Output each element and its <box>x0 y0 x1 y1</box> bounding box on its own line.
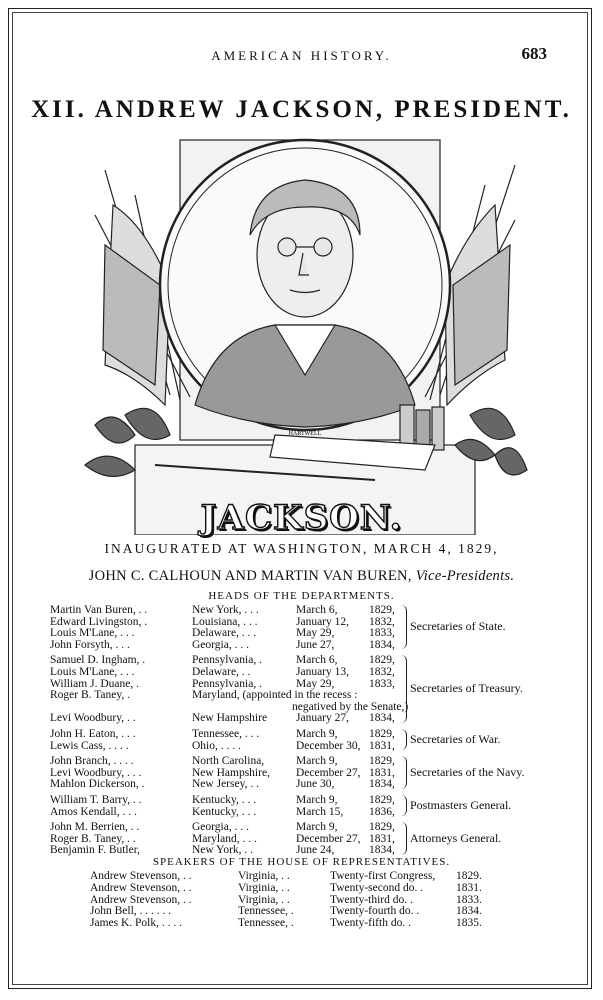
speaker-name: James K. Polk, . . . . <box>90 917 182 930</box>
member-state: Kentucky, . . . <box>192 794 257 806</box>
member-date: March 15, <box>296 805 344 818</box>
member-name: William T. Barry, . . <box>50 794 142 806</box>
nameplate: JACKSON. <box>200 498 403 538</box>
member-date: June 24, <box>296 844 335 857</box>
member-name: Levi Woodbury, . . <box>50 712 136 725</box>
speaker-year: 1834. <box>456 905 482 918</box>
member-name: Roger B. Taney, . <box>50 689 131 702</box>
member-year: 1832, <box>369 666 395 678</box>
member-date: May 29, <box>296 677 335 690</box>
department-role-label: Secretaries of the Navy. <box>410 764 525 779</box>
speaker-year: 1833. <box>456 893 482 906</box>
member-year: 1829, <box>369 821 395 834</box>
member-state: New York, . . <box>192 844 254 857</box>
member-date: June 30, <box>296 778 335 791</box>
member-name: John M. Berrien, . . <box>50 821 140 834</box>
member-year: 1829, <box>369 728 395 740</box>
speaker-congress: Twenty-fifth do. . <box>330 917 411 930</box>
member-year: 1834, <box>369 778 395 791</box>
member-date: January 13, <box>296 666 350 678</box>
member-date: March 6, <box>296 604 338 616</box>
member-state: Maryland, (appointed in the recess : <box>192 689 358 702</box>
member-date: March 9, <box>296 821 338 834</box>
member-name: Mahlon Dickerson, . <box>50 778 145 791</box>
vice-presidents-line <box>0 568 603 585</box>
speaker-state: Virginia, . . <box>238 881 290 894</box>
member-year: 1829, <box>369 794 395 806</box>
member-state: Louisiana, . . . <box>192 615 258 628</box>
member-name: John Forsyth, . . . <box>50 638 130 651</box>
member-state: New Jersey, . . <box>192 778 259 791</box>
member-year: 1831, <box>369 832 395 845</box>
page-number: 683 <box>521 44 547 63</box>
member-name: Louis M'Lane, . . . <box>50 666 135 678</box>
department-role-label: Attorneys General. <box>410 830 502 845</box>
member-state: Tennessee, . . . <box>192 728 260 740</box>
member-date: March 9, <box>296 794 338 806</box>
member-year: 1834, <box>369 844 395 857</box>
member-state: Delaware, . . . <box>192 627 257 640</box>
department-role-label: Secretaries of War. <box>410 731 501 746</box>
appointment-note: negatived by the Senate,) <box>292 700 409 713</box>
member-date: May 29, <box>296 627 335 640</box>
speaker-state: Tennessee, . <box>238 917 294 930</box>
member-year: 1829, <box>369 654 395 667</box>
speakers-heading: SPEAKERS OF THE HOUSE OF REPRESENTATIVES. <box>152 856 451 868</box>
member-year: 1836, <box>369 805 395 818</box>
group-brace <box>400 756 407 789</box>
vice-president-role: Vice-Presidents. <box>415 568 515 584</box>
department-role-label: Secretaries of State. <box>410 619 506 634</box>
member-year: 1831, <box>369 766 395 779</box>
inauguration-line: INAUGURATED AT WASHINGTON, MARCH 4, 1829, <box>104 541 499 556</box>
speaker-congress: Twenty-third do. . <box>330 893 413 906</box>
member-name: John Branch, . . . . <box>50 755 134 768</box>
member-state: Ohio, . . . . <box>192 739 241 752</box>
page-title: XII. ANDREW JACKSON, PRESIDENT. <box>31 96 572 123</box>
speaker-congress: Twenty-second do. . <box>330 881 424 894</box>
department-role-label: Postmasters General. <box>410 797 512 812</box>
heads-heading: HEADS OF THE DEPARTMENTS. <box>208 590 395 602</box>
speaker-name: Andrew Stevenson, . . <box>90 881 192 894</box>
member-date: March 6, <box>296 654 338 667</box>
member-year: 1829, <box>369 755 395 768</box>
member-name: Lewis Cass, . . . . <box>50 739 129 752</box>
speaker-year: 1831. <box>456 881 482 894</box>
member-state: North Carolina, <box>192 755 265 768</box>
group-brace <box>400 795 407 816</box>
member-date: December 30, <box>296 739 361 752</box>
member-state: New Hampshire, <box>192 766 270 779</box>
member-state: Georgia, . . . <box>192 821 249 834</box>
group-brace <box>400 729 407 750</box>
vice-president-names: JOHN C. CALHOUN AND MARTIN VAN BUREN, <box>88 568 412 584</box>
member-year: 1833, <box>369 627 395 640</box>
member-name: William J. Duane, . <box>50 677 139 690</box>
member-state: Pennsylvania, . <box>192 677 262 690</box>
member-state: Delaware, . . <box>192 666 251 678</box>
member-state: Kentucky, . . . <box>192 805 257 818</box>
speaker-congress: Twenty-first Congress, <box>330 870 436 882</box>
member-date: January 12, <box>296 615 350 628</box>
member-date: March 9, <box>296 728 338 740</box>
member-date: June 27, <box>296 638 335 651</box>
speaker-name: John Bell, . . . . . . <box>90 905 172 918</box>
member-name: Louis M'Lane, . . . <box>50 627 135 640</box>
member-name: Martin Van Buren, . . <box>50 604 148 616</box>
engraver-signature: HARTWELL <box>288 431 322 437</box>
member-name: Benjamin F. Butler, <box>50 844 140 857</box>
speaker-name: Andrew Stevenson, . . <box>90 870 192 882</box>
running-head: AMERICAN HISTORY. <box>211 48 392 63</box>
member-name: Amos Kendall, . . . <box>50 805 137 818</box>
member-state: Pennsylvania, . <box>192 654 262 667</box>
department-role-label: Secretaries of Treasury. <box>410 681 523 696</box>
member-year: 1831, <box>369 739 395 752</box>
group-brace <box>400 822 407 855</box>
member-year: 1834, <box>369 712 395 725</box>
member-state: New Hampshire <box>192 712 268 725</box>
jackson-portrait-illustration <box>75 135 530 535</box>
member-name: John H. Eaton, . . . <box>50 728 136 740</box>
member-date: March 9, <box>296 755 338 768</box>
member-name: Edward Livingston, . <box>50 615 148 628</box>
member-year: 1833, <box>369 677 395 690</box>
member-date: January 27, <box>296 712 350 725</box>
member-name: Samuel D. Ingham, . <box>50 654 146 667</box>
group-brace <box>400 605 407 649</box>
member-name: Levi Woodbury, . . . <box>50 766 142 779</box>
group-brace <box>400 655 407 723</box>
member-date: December 27, <box>296 832 361 845</box>
member-state: Maryland, . . . <box>192 832 257 845</box>
speaker-year: 1835. <box>456 917 482 930</box>
member-state: Georgia, . . . <box>192 638 249 651</box>
speaker-state: Tennessee, . <box>238 905 294 918</box>
member-year: 1832, <box>369 615 395 628</box>
member-year: 1829, <box>369 604 395 616</box>
member-date: December 27, <box>296 766 361 779</box>
speaker-congress: Twenty-fourth do. . <box>330 905 420 918</box>
speaker-state: Virginia, . . <box>238 893 290 906</box>
member-state: New York, . . . <box>192 604 259 616</box>
speaker-state: Virginia, . . <box>238 870 290 882</box>
speaker-name: Andrew Stevenson, . . <box>90 893 192 906</box>
member-name: Roger B. Taney, . . <box>50 832 136 845</box>
speaker-year: 1829. <box>456 870 482 882</box>
member-year: 1834, <box>369 638 395 651</box>
